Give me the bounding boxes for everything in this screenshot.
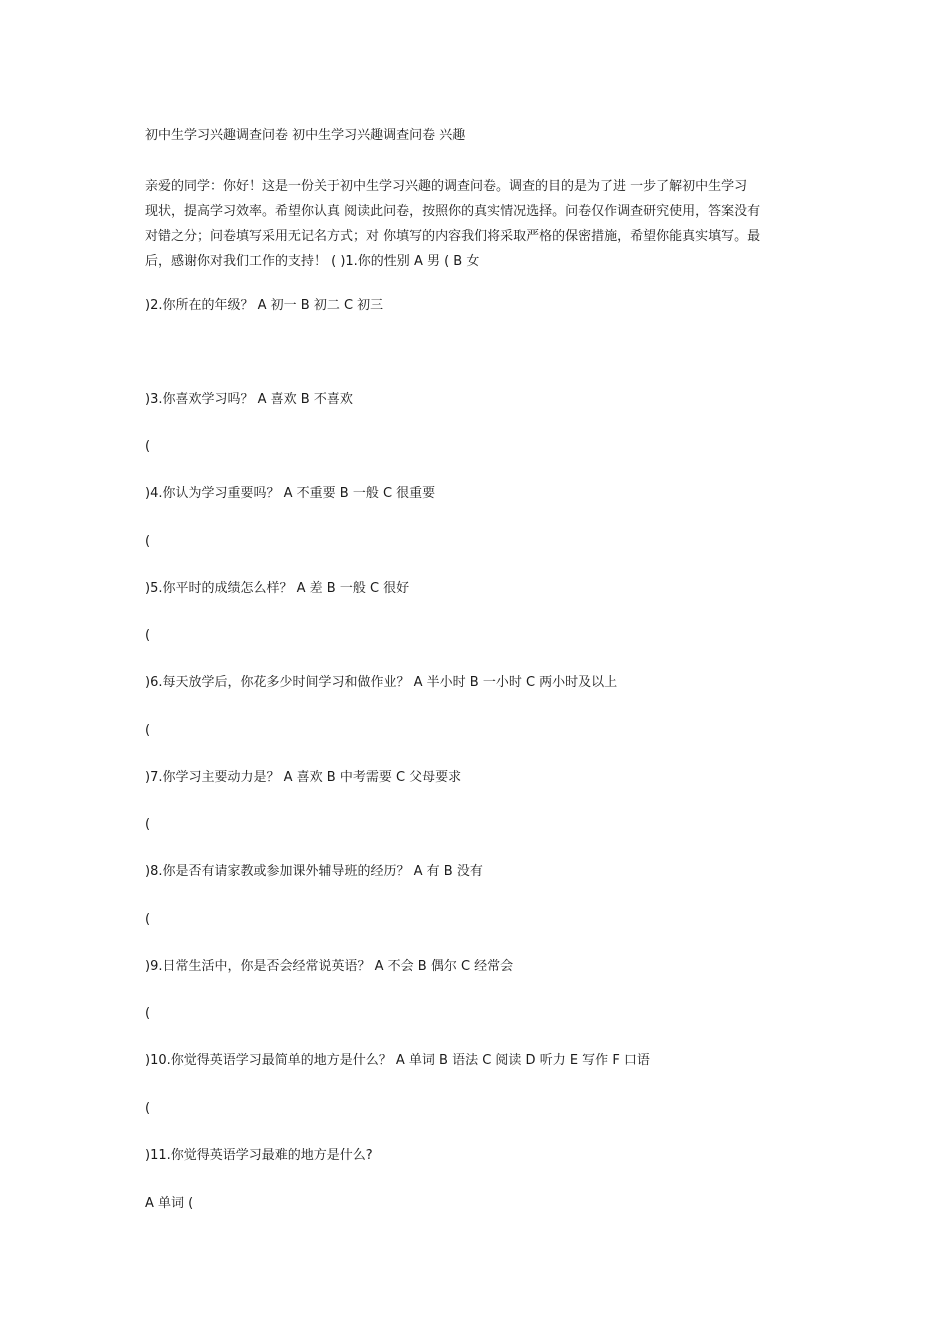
question-7: )7.你学习主要动力是？ A 喜欢 B 中考需要 C 父母要求 bbox=[145, 770, 462, 785]
answer-bracket: ( bbox=[145, 912, 151, 927]
answer-bracket: ( bbox=[145, 439, 151, 454]
intro-line: 亲爱的同学：你好！这是一份关于初中生学习兴趣的调查问卷。调查的目的是为了进 一步了解初中生学习 bbox=[145, 179, 748, 194]
question-3: )3.你喜欢学习吗？ A 喜欢 B 不喜欢 bbox=[145, 392, 353, 407]
question-5: )5.你平时的成绩怎么样？ A 差 B 一般 C 很好 bbox=[145, 581, 410, 596]
answer-bracket: ( bbox=[145, 534, 151, 549]
question-8: )8.你是否有请家教或参加课外辅导班的经历？ A 有 B 没有 bbox=[145, 864, 483, 879]
intro-paragraph bbox=[145, 174, 795, 274]
question-11: )11.你觉得英语学习最难的地方是什么? bbox=[145, 1148, 373, 1163]
answer-bracket: ( bbox=[145, 723, 151, 738]
answer-bracket: ( bbox=[145, 1101, 151, 1116]
question-6: )6.每天放学后，你花多少时间学习和做作业？ A 半小时 B 一小时 C 两小时及以上 bbox=[145, 675, 618, 690]
intro-line: 后，感谢你对我们工作的支持！ ( )1.你的性别 A 男 ( B 女 bbox=[145, 254, 480, 269]
question-2: )2.你所在的年级？ A 初一 B 初二 C 初三 bbox=[145, 298, 384, 313]
answer-bracket: ( bbox=[145, 628, 151, 643]
document-title: 初中生学习兴趣调查问卷 初中生学习兴趣调查问卷 兴趣 bbox=[145, 128, 466, 143]
answer-option-a: A 单词 ( bbox=[145, 1196, 194, 1211]
intro-line: 对错之分；问卷填写采用无记名方式；对 你填写的内容我们将采取严格的保密措施，希望你能真实填写。最 bbox=[145, 229, 761, 244]
answer-bracket: ( bbox=[145, 817, 151, 832]
question-10: )10.你觉得英语学习最简单的地方是什么？ A 单词 B 语法 C 阅读 D 听力 E 写作 F 口语 bbox=[145, 1053, 650, 1068]
question-9: )9.日常生活中，你是否会经常说英语？ A 不会 B 偶尔 C 经常会 bbox=[145, 959, 514, 974]
intro-line: 现状，提高学习效率。希望你认真 阅读此问卷，按照你的真实情况选择。问卷仅作调查研究使用，答案没有 bbox=[145, 204, 761, 219]
question-4: )4.你认为学习重要吗？ A 不重要 B 一般 C 很重要 bbox=[145, 486, 436, 501]
answer-bracket: ( bbox=[145, 1006, 151, 1021]
